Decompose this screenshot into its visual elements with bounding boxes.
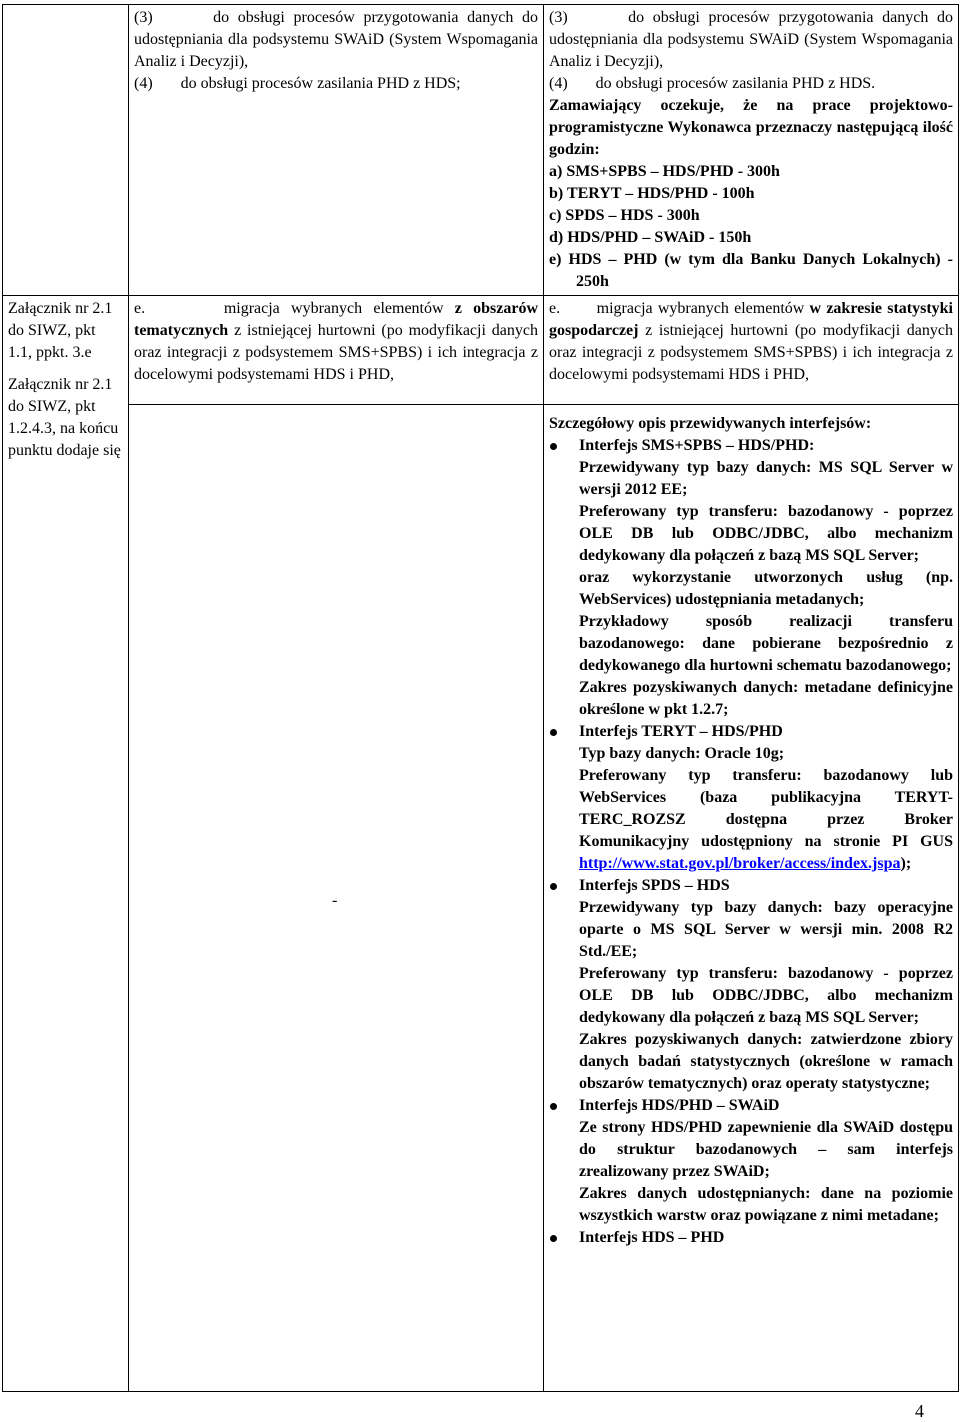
side-note-cell-empty	[3, 5, 129, 296]
list-item: a) SMS+SPBS – HDS/PHD - 300h	[549, 163, 780, 180]
old-text-cell	[129, 296, 544, 405]
interface-para: Preferowany typ transferu: bazodanowy - poprzez OLE DB lub ODBC/JDBC, albo mechanizm dedykowany dla połączeń z bazą MS SQL Server;	[579, 965, 953, 1026]
list-item	[549, 721, 953, 875]
list-item	[549, 1227, 953, 1249]
new-interfaces-cell	[544, 405, 959, 1392]
item-label: (3)	[549, 9, 568, 26]
list-item: e) HDS – PHD (w tym dla Banku Danych Lokalnych) - 250h	[549, 251, 953, 290]
interface-para: Przykładowy sposób realizacji transferu bazodanowego: dane pobierane bezpośrednio z dedykowanego dla hurtowni schematu bazodanowego;	[579, 613, 953, 674]
interface-head: Interfejs HDS/PHD – SWAiD	[579, 1097, 780, 1114]
page-number: 4	[915, 1401, 924, 1421]
side-note-2: Załącznik nr 2.1 do SIWZ, pkt 1.2.4.3, na końcu punktu dodaje się	[8, 376, 121, 459]
interfaces-title: Szczegółowy opis przewidywanych interfejsów:	[549, 415, 872, 432]
empty-marker: -	[332, 892, 338, 909]
old-e-text-bold: z obszarów tematycznych	[134, 300, 539, 339]
interface-para: Preferowany typ transferu: bazodanowy - poprzez OLE DB lub ODBC/JDBC, albo mechanizm dedykowany dla połączeń z bazą MS SQL Server;	[579, 503, 953, 564]
list-item	[549, 435, 953, 721]
new-e-text-bold: w zakresie statystyki gospodarczej	[549, 300, 954, 339]
table-row	[3, 296, 959, 405]
interface-para: Ze strony HDS/PHD zapewnienie dla SWAiD dostępu do struktur bazodanowych – sam interfejs zrealizowany przez SWAiD;	[579, 1119, 953, 1180]
interface-para: Typ bazy danych: Oracle 10g;	[579, 745, 785, 762]
bullet-icon	[550, 883, 557, 890]
interface-head: Interfejs SMS+SPBS – HDS/PHD:	[579, 437, 815, 454]
interface-head: Interfejs HDS – PHD	[579, 1229, 725, 1246]
bullet-icon	[550, 1235, 557, 1242]
new-item3-text: do obsługi procesów przygotowania danych do udostępniania dla podsystemu SWAiD (System Wspomagania Analiz i Decyzji),	[549, 9, 953, 70]
list-item	[549, 875, 953, 1095]
new-e-text-post: z istniejącej hurtowni (po modyfikacji danych oraz integracji z podsystemem SMS+SPBS) i ich integracja z docelowymi podsystemami HDS i PHD,	[549, 322, 954, 383]
item-label: e.	[134, 300, 146, 317]
old-item3-text: do obsługi procesów przygotowania danych do udostępniania dla podsystemu SWAiD (System Wspomagania Analiz i Decyzji),	[134, 9, 538, 70]
old-text-cell	[129, 5, 544, 296]
new-text-cell	[544, 5, 959, 296]
list-item: c) SPDS – HDS - 300h	[549, 207, 700, 224]
list-item: b) TERYT – HDS/PHD - 100h	[549, 185, 755, 202]
new-text-cell	[544, 296, 959, 405]
table-row	[3, 405, 959, 1392]
interface-head: Interfejs TERYT – HDS/PHD	[579, 723, 783, 740]
interface-para: Zakres pozyskiwanych danych: metadane definicyjne określone w pkt 1.2.7;	[579, 679, 953, 718]
old-e-text-pre: migracja wybranych elementów	[223, 300, 444, 317]
interface-para: Przewidywany typ bazy danych: MS SQL Server w wersji 2012 EE;	[579, 459, 953, 498]
hours-intro: Zamawiający oczekuje, że na prace projektowo-programistyczne Wykonawca przeznaczy następującą ilość godzin:	[549, 97, 953, 158]
interfaces-list	[549, 435, 953, 1249]
teryt-text-end: );	[900, 855, 912, 872]
list-item	[549, 1095, 953, 1227]
side-note-1: Załącznik nr 2.1 do SIWZ, pkt 1.1, ppkt. 3.e	[8, 300, 113, 361]
interface-para: Zakres danych udostępnianych: dane na poziomie wszystkich warstw oraz powiązane z nimi metadane;	[579, 1185, 953, 1224]
item-label: (4)	[134, 75, 153, 92]
list-item: d) HDS/PHD – SWAiD - 150h	[549, 229, 752, 246]
new-e-text-pre: migracja wybranych elementów	[596, 300, 805, 317]
side-note-cell	[3, 296, 129, 1392]
teryt-text: Preferowany typ transferu: bazodanowy lub WebServices (baza publikacyjna TERYT-TERC_ROZSZ dostępna przez Broker Komunikacyjny udostępniony na stronie PI GUS	[579, 767, 953, 850]
table-row	[3, 5, 959, 296]
hours-list	[549, 161, 953, 293]
interface-para	[579, 765, 953, 875]
bullet-icon	[550, 443, 557, 450]
new-item4-text: do obsługi procesów zasilania PHD z HDS.	[595, 75, 876, 92]
interface-para: oraz wykorzystanie utworzonych usług (np. WebServices) udostępniania metadanych;	[579, 569, 953, 608]
interface-para: Zakres pozyskiwanych danych: zatwierdzone zbiory danych badań statystycznych (określone w ramach obszarów tematycznych) oraz operaty statystyczne;	[579, 1031, 953, 1092]
interface-head: Interfejs SPDS – HDS	[579, 877, 730, 894]
bullet-icon	[550, 729, 557, 736]
bullet-icon	[550, 1103, 557, 1110]
changes-table	[2, 4, 959, 1392]
old-e-text-post: z istniejącej hurtowni (po modyfikacji danych oraz integracji z podsystemem SMS+SPBS) i ich integracja z docelowymi podsystemami HDS i PHD,	[134, 322, 539, 383]
item-label: (3)	[134, 9, 153, 26]
interface-para: Przewidywany typ bazy danych: bazy operacyjne oparte o MS SQL Server w wersji min. 2008 R2 Std./EE;	[579, 899, 953, 960]
item-label: e.	[549, 300, 561, 317]
broker-link[interactable]: http://www.stat.gov.pl/broker/access/index.jspa	[579, 855, 901, 872]
old-item4-text: do obsługi procesów zasilania PHD z HDS;	[180, 75, 461, 92]
item-label: (4)	[549, 75, 568, 92]
